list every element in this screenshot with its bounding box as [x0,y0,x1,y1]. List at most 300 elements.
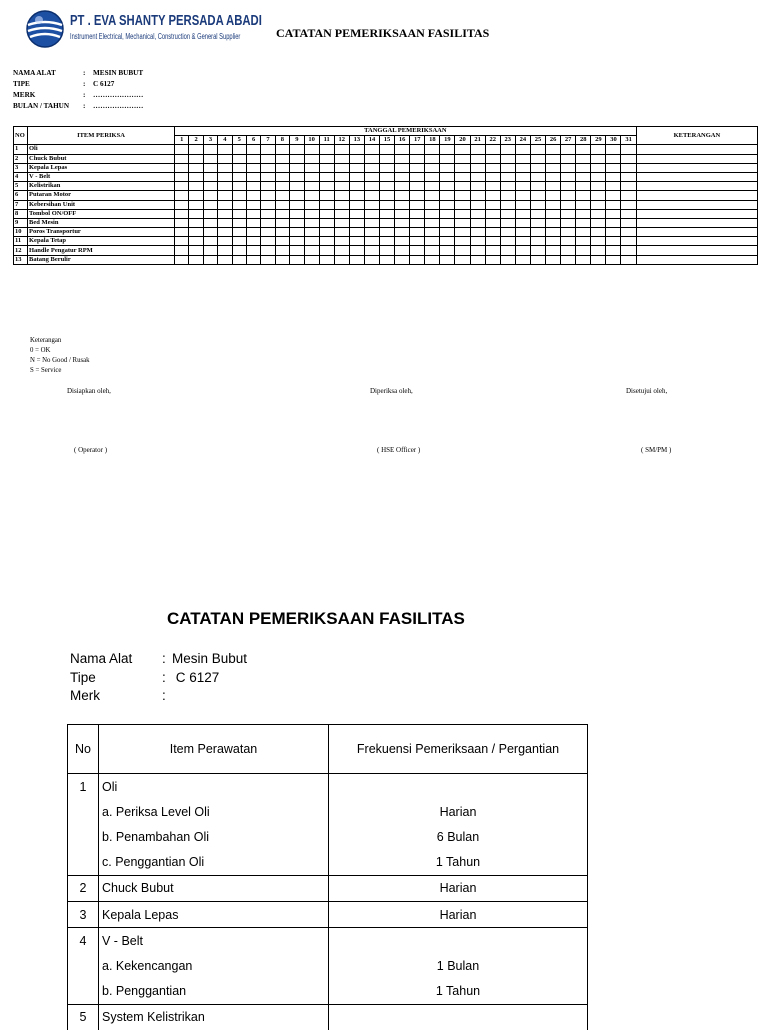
day-cell[interactable] [591,163,606,172]
day-cell[interactable] [470,237,485,246]
day-cell[interactable] [364,246,379,255]
day-cell[interactable] [246,145,260,154]
day-cell[interactable] [334,163,349,172]
day-cell[interactable] [189,237,203,246]
day-cell[interactable] [500,200,515,209]
day-cell[interactable] [334,218,349,227]
day-cell[interactable] [232,255,246,264]
day-cell[interactable] [606,255,621,264]
day-cell[interactable] [319,255,334,264]
day-cell[interactable] [576,228,591,237]
day-cell[interactable] [379,200,394,209]
day-cell[interactable] [470,182,485,191]
day-cell[interactable] [304,209,319,218]
day-cell[interactable] [470,228,485,237]
day-cell[interactable] [500,163,515,172]
day-cell[interactable] [189,228,203,237]
day-cell[interactable] [364,145,379,154]
day-cell[interactable] [395,182,410,191]
day-cell[interactable] [304,218,319,227]
day-cell[interactable] [561,163,576,172]
day-cell[interactable] [364,172,379,181]
day-cell[interactable] [261,228,275,237]
day-cell[interactable] [576,154,591,163]
day-cell[interactable] [561,255,576,264]
day-cell[interactable] [232,200,246,209]
day-cell[interactable] [189,172,203,181]
day-cell[interactable] [410,191,425,200]
day-cell[interactable] [246,191,260,200]
day-cell[interactable] [500,145,515,154]
day-cell[interactable] [425,246,440,255]
note-cell[interactable] [636,255,757,264]
day-cell[interactable] [175,237,189,246]
day-cell[interactable] [290,209,304,218]
day-cell[interactable] [246,228,260,237]
day-cell[interactable] [425,228,440,237]
day-cell[interactable] [515,228,530,237]
day-cell[interactable] [290,191,304,200]
day-cell[interactable] [470,218,485,227]
day-cell[interactable] [275,200,289,209]
day-cell[interactable] [304,200,319,209]
day-cell[interactable] [189,182,203,191]
day-cell[interactable] [275,191,289,200]
day-cell[interactable] [470,246,485,255]
day-cell[interactable] [189,145,203,154]
day-cell[interactable] [500,218,515,227]
day-cell[interactable] [606,172,621,181]
day-cell[interactable] [246,172,260,181]
day-cell[interactable] [485,209,500,218]
day-cell[interactable] [455,145,470,154]
day-cell[interactable] [440,246,455,255]
day-cell[interactable] [334,145,349,154]
day-cell[interactable] [319,237,334,246]
day-cell[interactable] [379,218,394,227]
day-cell[interactable] [440,154,455,163]
day-cell[interactable] [218,246,232,255]
day-cell[interactable] [485,237,500,246]
day-cell[interactable] [364,154,379,163]
day-cell[interactable] [246,182,260,191]
day-cell[interactable] [304,145,319,154]
day-cell[interactable] [440,172,455,181]
note-cell[interactable] [636,163,757,172]
day-cell[interactable] [546,154,561,163]
day-cell[interactable] [379,255,394,264]
day-cell[interactable] [500,182,515,191]
day-cell[interactable] [395,163,410,172]
day-cell[interactable] [425,209,440,218]
day-cell[interactable] [561,209,576,218]
day-cell[interactable] [591,145,606,154]
day-cell[interactable] [379,246,394,255]
day-cell[interactable] [395,172,410,181]
day-cell[interactable] [203,246,217,255]
day-cell[interactable] [561,191,576,200]
day-cell[interactable] [290,218,304,227]
day-cell[interactable] [410,154,425,163]
day-cell[interactable] [189,191,203,200]
day-cell[interactable] [621,246,636,255]
day-cell[interactable] [175,200,189,209]
day-cell[interactable] [232,172,246,181]
day-cell[interactable] [576,218,591,227]
day-cell[interactable] [364,191,379,200]
day-cell[interactable] [425,237,440,246]
day-cell[interactable] [576,246,591,255]
day-cell[interactable] [425,182,440,191]
day-cell[interactable] [591,191,606,200]
day-cell[interactable] [410,237,425,246]
day-cell[interactable] [530,163,545,172]
day-cell[interactable] [261,191,275,200]
day-cell[interactable] [485,228,500,237]
day-cell[interactable] [334,255,349,264]
day-cell[interactable] [349,246,364,255]
day-cell[interactable] [500,246,515,255]
day-cell[interactable] [319,246,334,255]
day-cell[interactable] [485,182,500,191]
day-cell[interactable] [546,145,561,154]
note-cell[interactable] [636,237,757,246]
day-cell[interactable] [500,172,515,181]
day-cell[interactable] [515,255,530,264]
day-cell[interactable] [349,154,364,163]
day-cell[interactable] [591,255,606,264]
day-cell[interactable] [576,163,591,172]
day-cell[interactable] [576,145,591,154]
day-cell[interactable] [515,200,530,209]
day-cell[interactable] [349,255,364,264]
day-cell[interactable] [232,145,246,154]
day-cell[interactable] [218,237,232,246]
day-cell[interactable] [379,154,394,163]
day-cell[interactable] [410,246,425,255]
day-cell[interactable] [290,145,304,154]
day-cell[interactable] [261,182,275,191]
day-cell[interactable] [485,246,500,255]
day-cell[interactable] [334,182,349,191]
day-cell[interactable] [246,200,260,209]
day-cell[interactable] [440,200,455,209]
day-cell[interactable] [440,182,455,191]
day-cell[interactable] [470,172,485,181]
day-cell[interactable] [576,172,591,181]
day-cell[interactable] [561,237,576,246]
day-cell[interactable] [515,191,530,200]
note-cell[interactable] [636,200,757,209]
day-cell[interactable] [218,182,232,191]
day-cell[interactable] [440,228,455,237]
day-cell[interactable] [349,218,364,227]
day-cell[interactable] [621,145,636,154]
day-cell[interactable] [232,182,246,191]
day-cell[interactable] [591,209,606,218]
day-cell[interactable] [395,228,410,237]
day-cell[interactable] [364,237,379,246]
day-cell[interactable] [515,209,530,218]
day-cell[interactable] [319,228,334,237]
day-cell[interactable] [290,246,304,255]
day-cell[interactable] [319,172,334,181]
day-cell[interactable] [621,255,636,264]
day-cell[interactable] [290,163,304,172]
day-cell[interactable] [425,200,440,209]
day-cell[interactable] [621,237,636,246]
day-cell[interactable] [410,172,425,181]
day-cell[interactable] [591,246,606,255]
day-cell[interactable] [410,163,425,172]
day-cell[interactable] [561,218,576,227]
day-cell[interactable] [455,218,470,227]
day-cell[interactable] [591,172,606,181]
day-cell[interactable] [261,200,275,209]
day-cell[interactable] [410,182,425,191]
day-cell[interactable] [275,209,289,218]
day-cell[interactable] [485,218,500,227]
day-cell[interactable] [515,172,530,181]
day-cell[interactable] [304,172,319,181]
day-cell[interactable] [395,237,410,246]
day-cell[interactable] [621,228,636,237]
day-cell[interactable] [530,200,545,209]
day-cell[interactable] [232,246,246,255]
day-cell[interactable] [261,209,275,218]
day-cell[interactable] [275,154,289,163]
day-cell[interactable] [606,145,621,154]
day-cell[interactable] [246,237,260,246]
day-cell[interactable] [621,172,636,181]
day-cell[interactable] [232,237,246,246]
day-cell[interactable] [175,163,189,172]
day-cell[interactable] [561,182,576,191]
day-cell[interactable] [546,246,561,255]
day-cell[interactable] [319,154,334,163]
day-cell[interactable] [606,163,621,172]
day-cell[interactable] [546,228,561,237]
note-cell[interactable] [636,154,757,163]
day-cell[interactable] [319,145,334,154]
day-cell[interactable] [561,228,576,237]
day-cell[interactable] [546,218,561,227]
day-cell[interactable] [500,255,515,264]
day-cell[interactable] [175,191,189,200]
day-cell[interactable] [319,218,334,227]
day-cell[interactable] [485,255,500,264]
day-cell[interactable] [530,218,545,227]
day-cell[interactable] [546,200,561,209]
day-cell[interactable] [246,255,260,264]
note-cell[interactable] [636,172,757,181]
day-cell[interactable] [515,145,530,154]
day-cell[interactable] [189,209,203,218]
day-cell[interactable] [232,228,246,237]
day-cell[interactable] [470,255,485,264]
day-cell[interactable] [455,246,470,255]
day-cell[interactable] [470,154,485,163]
day-cell[interactable] [425,255,440,264]
day-cell[interactable] [319,163,334,172]
day-cell[interactable] [175,209,189,218]
day-cell[interactable] [364,200,379,209]
day-cell[interactable] [440,237,455,246]
day-cell[interactable] [546,255,561,264]
day-cell[interactable] [232,191,246,200]
day-cell[interactable] [379,182,394,191]
day-cell[interactable] [591,237,606,246]
day-cell[interactable] [470,163,485,172]
day-cell[interactable] [591,228,606,237]
day-cell[interactable] [246,246,260,255]
day-cell[interactable] [203,172,217,181]
day-cell[interactable] [455,163,470,172]
day-cell[interactable] [290,200,304,209]
day-cell[interactable] [425,145,440,154]
day-cell[interactable] [485,172,500,181]
day-cell[interactable] [379,228,394,237]
day-cell[interactable] [175,182,189,191]
day-cell[interactable] [530,237,545,246]
day-cell[interactable] [606,191,621,200]
day-cell[interactable] [379,163,394,172]
day-cell[interactable] [334,191,349,200]
day-cell[interactable] [275,255,289,264]
day-cell[interactable] [175,218,189,227]
note-cell[interactable] [636,246,757,255]
day-cell[interactable] [500,209,515,218]
note-cell[interactable] [636,191,757,200]
day-cell[interactable] [304,246,319,255]
day-cell[interactable] [425,172,440,181]
day-cell[interactable] [189,218,203,227]
day-cell[interactable] [364,209,379,218]
day-cell[interactable] [349,209,364,218]
day-cell[interactable] [349,228,364,237]
day-cell[interactable] [334,209,349,218]
day-cell[interactable] [440,145,455,154]
day-cell[interactable] [440,255,455,264]
day-cell[interactable] [334,228,349,237]
day-cell[interactable] [530,255,545,264]
day-cell[interactable] [621,182,636,191]
day-cell[interactable] [261,163,275,172]
day-cell[interactable] [189,255,203,264]
day-cell[interactable] [218,154,232,163]
day-cell[interactable] [425,163,440,172]
day-cell[interactable] [591,182,606,191]
day-cell[interactable] [275,163,289,172]
day-cell[interactable] [425,191,440,200]
day-cell[interactable] [246,163,260,172]
note-cell[interactable] [636,218,757,227]
day-cell[interactable] [440,191,455,200]
day-cell[interactable] [500,191,515,200]
day-cell[interactable] [319,191,334,200]
note-cell[interactable] [636,182,757,191]
day-cell[interactable] [606,154,621,163]
day-cell[interactable] [546,237,561,246]
day-cell[interactable] [203,255,217,264]
day-cell[interactable] [410,228,425,237]
day-cell[interactable] [515,163,530,172]
day-cell[interactable] [364,182,379,191]
day-cell[interactable] [218,200,232,209]
day-cell[interactable] [261,218,275,227]
day-cell[interactable] [591,154,606,163]
day-cell[interactable] [218,163,232,172]
day-cell[interactable] [304,182,319,191]
day-cell[interactable] [261,255,275,264]
day-cell[interactable] [189,200,203,209]
day-cell[interactable] [319,200,334,209]
day-cell[interactable] [275,145,289,154]
day-cell[interactable] [455,182,470,191]
day-cell[interactable] [349,237,364,246]
day-cell[interactable] [455,191,470,200]
day-cell[interactable] [175,154,189,163]
day-cell[interactable] [546,163,561,172]
day-cell[interactable] [410,255,425,264]
day-cell[interactable] [410,218,425,227]
day-cell[interactable] [470,200,485,209]
day-cell[interactable] [395,154,410,163]
day-cell[interactable] [470,209,485,218]
day-cell[interactable] [364,255,379,264]
day-cell[interactable] [425,218,440,227]
day-cell[interactable] [621,209,636,218]
day-cell[interactable] [203,191,217,200]
note-cell[interactable] [636,209,757,218]
day-cell[interactable] [218,172,232,181]
day-cell[interactable] [189,246,203,255]
day-cell[interactable] [515,246,530,255]
day-cell[interactable] [218,228,232,237]
day-cell[interactable] [546,172,561,181]
day-cell[interactable] [334,237,349,246]
day-cell[interactable] [621,218,636,227]
day-cell[interactable] [515,237,530,246]
day-cell[interactable] [410,145,425,154]
day-cell[interactable] [304,228,319,237]
day-cell[interactable] [576,209,591,218]
day-cell[interactable] [500,154,515,163]
day-cell[interactable] [246,209,260,218]
day-cell[interactable] [261,237,275,246]
day-cell[interactable] [349,200,364,209]
day-cell[interactable] [591,200,606,209]
day-cell[interactable] [275,218,289,227]
day-cell[interactable] [561,145,576,154]
day-cell[interactable] [364,218,379,227]
day-cell[interactable] [591,218,606,227]
day-cell[interactable] [189,163,203,172]
day-cell[interactable] [576,200,591,209]
day-cell[interactable] [175,228,189,237]
day-cell[interactable] [395,209,410,218]
day-cell[interactable] [485,200,500,209]
day-cell[interactable] [203,218,217,227]
day-cell[interactable] [290,154,304,163]
day-cell[interactable] [395,191,410,200]
day-cell[interactable] [203,154,217,163]
day-cell[interactable] [515,218,530,227]
day-cell[interactable] [379,209,394,218]
day-cell[interactable] [232,154,246,163]
day-cell[interactable] [319,209,334,218]
day-cell[interactable] [349,172,364,181]
